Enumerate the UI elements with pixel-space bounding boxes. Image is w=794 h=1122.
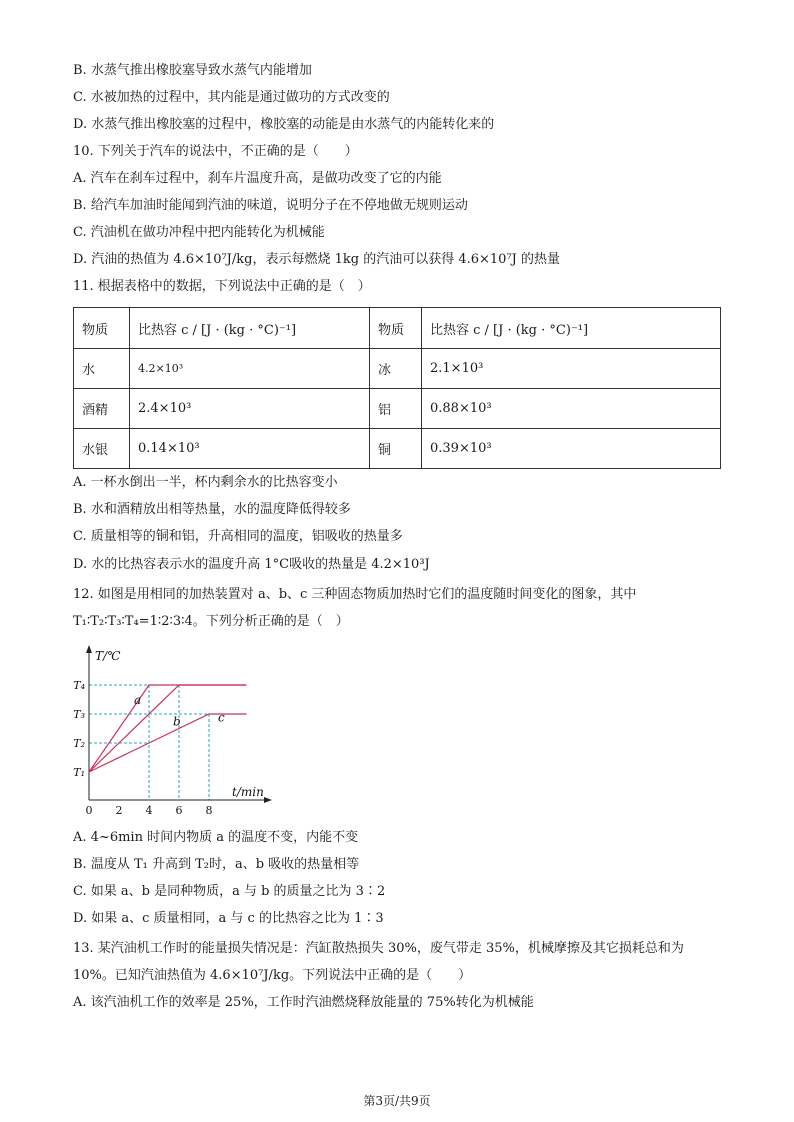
- table-row: [74, 349, 721, 389]
- q11-stem: 11. 根据表格中的数据，下列说法中正确的是（ ）: [73, 279, 371, 294]
- series-label: c: [218, 710, 225, 725]
- table-cell: 水: [74, 349, 130, 389]
- q12-stem-line-1: 12. 如图是用相同的加热装置对 a、b、c 三种固态物质加热时它们的温度随时间变化的图象，其中: [73, 587, 637, 602]
- q12-option-c: C. 如果 a、b 是同种物质，a 与 b 的质量之比为 3∶2: [73, 884, 386, 899]
- q9-option-b: B. 水蒸气推出橡胶塞导致水蒸气内能增加: [73, 63, 312, 78]
- table-cell: 0.39×10³: [422, 429, 721, 469]
- q11-option-c: C. 质量相等的铜和铝，升高相同的温度，铝吸收的热量多: [73, 529, 403, 544]
- table-header-cell: 物质: [74, 308, 130, 349]
- q13-option-a: A. 该汽油机工作的效率是 25%，工作时汽油燃烧释放能量的 75%转化为机械能: [73, 995, 534, 1010]
- table-cell: 冰: [370, 349, 422, 389]
- q12-option-b: B. 温度从 T₁ 升高到 T₂时，a、b 吸收的热量相等: [73, 857, 360, 872]
- y-tick-label: T₃: [73, 708, 85, 721]
- x-tick-label: 6: [175, 804, 183, 817]
- page-footer: 第3页/共9页: [363, 1094, 431, 1108]
- x-tick-label: 2: [115, 804, 123, 817]
- table-header-row: [74, 308, 721, 349]
- x-axis-arrow: [264, 797, 272, 803]
- y-tick-label: T₂: [73, 737, 85, 750]
- q10-option-c: C. 汽油机在做功冲程中把内能转化为机械能: [73, 225, 325, 240]
- table-row: [74, 429, 721, 469]
- q10-option-b: B. 给汽车加油时能闻到汽油的味道，说明分子在不停地做无规则运动: [73, 198, 468, 213]
- specific-heat-table: [73, 307, 721, 469]
- table-cell: 2.4×10³: [130, 389, 370, 429]
- table-cell: 0.14×10³: [130, 429, 370, 469]
- y-tick-label: T₁: [73, 766, 85, 779]
- q10-option-d: D. 汽油的热值为 4.6×10⁷J/kg，表示每燃烧 1kg 的汽油可以获得 4.6×10⁷J 的热量: [73, 252, 560, 267]
- table-cell: 铜: [370, 429, 422, 469]
- y-tick-label: T₄: [73, 679, 85, 692]
- table-cell: 0.88×10³: [422, 389, 721, 429]
- series-b-line: [89, 685, 247, 772]
- q12-option-a: A. 4~6min 时间内物质 a 的温度不变，内能不变: [73, 830, 359, 845]
- series-label: b: [173, 714, 181, 729]
- table-cell: 铝: [370, 389, 422, 429]
- x-tick-label: 0: [85, 804, 93, 817]
- series-label: a: [134, 692, 142, 707]
- q11-option-a: A. 一杯水倒出一半，杯内剩余水的比热容变小: [73, 475, 338, 490]
- table-cell: 4.2×10³: [130, 349, 370, 389]
- x-tick-label: 4: [145, 804, 153, 817]
- q13-stem-line-1: 13. 某汽油机工作时的能量损失情况是：汽缸散热损失 30%，废气带走 35%，机械摩擦及其它损耗总和为: [73, 941, 684, 956]
- table-cell: 2.1×10³: [422, 349, 721, 389]
- series-a-line: [89, 685, 247, 772]
- temperature-time-chart: [62, 640, 282, 820]
- q9-option-c: C. 水被加热的过程中，其内能是通过做功的方式改变的: [73, 90, 390, 105]
- table-cell: 水银: [74, 429, 130, 469]
- q13-stem-line-2: 10%。已知汽油热值为 4.6×10⁷J/kg。下列说法中正确的是（ ）: [73, 968, 472, 983]
- y-axis-arrow: [86, 645, 92, 653]
- table-header-cell: 物质: [370, 308, 422, 349]
- table-header-cell: 比热容 c / [J · (kg · °C)⁻¹]: [422, 308, 721, 349]
- q9-option-d: D. 水蒸气推出橡胶塞的过程中，橡胶塞的动能是由水蒸气的内能转化来的: [73, 117, 495, 132]
- q12-stem-line-2: T₁∶T₂∶T₃∶T₄=1∶2∶3∶4。下列分析正确的是（ ）: [73, 614, 349, 629]
- x-tick-label: 8: [205, 804, 213, 817]
- table-row: [74, 389, 721, 429]
- q10-stem: 10. 下列关于汽车的说法中，不正确的是（ ）: [73, 144, 358, 159]
- y-axis-label: T/℃: [95, 649, 121, 663]
- table-cell: 酒精: [74, 389, 130, 429]
- x-axis-label: t/min: [232, 785, 264, 799]
- q11-option-d: D. 水的比热容表示水的温度升高 1°C吸收的热量是 4.2×10³J: [73, 557, 430, 572]
- q10-option-a: A. 汽车在刹车过程中，刹车片温度升高，是做功改变了它的内能: [73, 171, 442, 186]
- q12-option-d: D. 如果 a、c 质量相同，a 与 c 的比热容之比为 1∶3: [73, 911, 384, 926]
- table-header-cell: 比热容 c / [J · (kg · °C)⁻¹]: [130, 308, 370, 349]
- q11-option-b: B. 水和酒精放出相等热量，水的温度降低得较多: [73, 502, 351, 517]
